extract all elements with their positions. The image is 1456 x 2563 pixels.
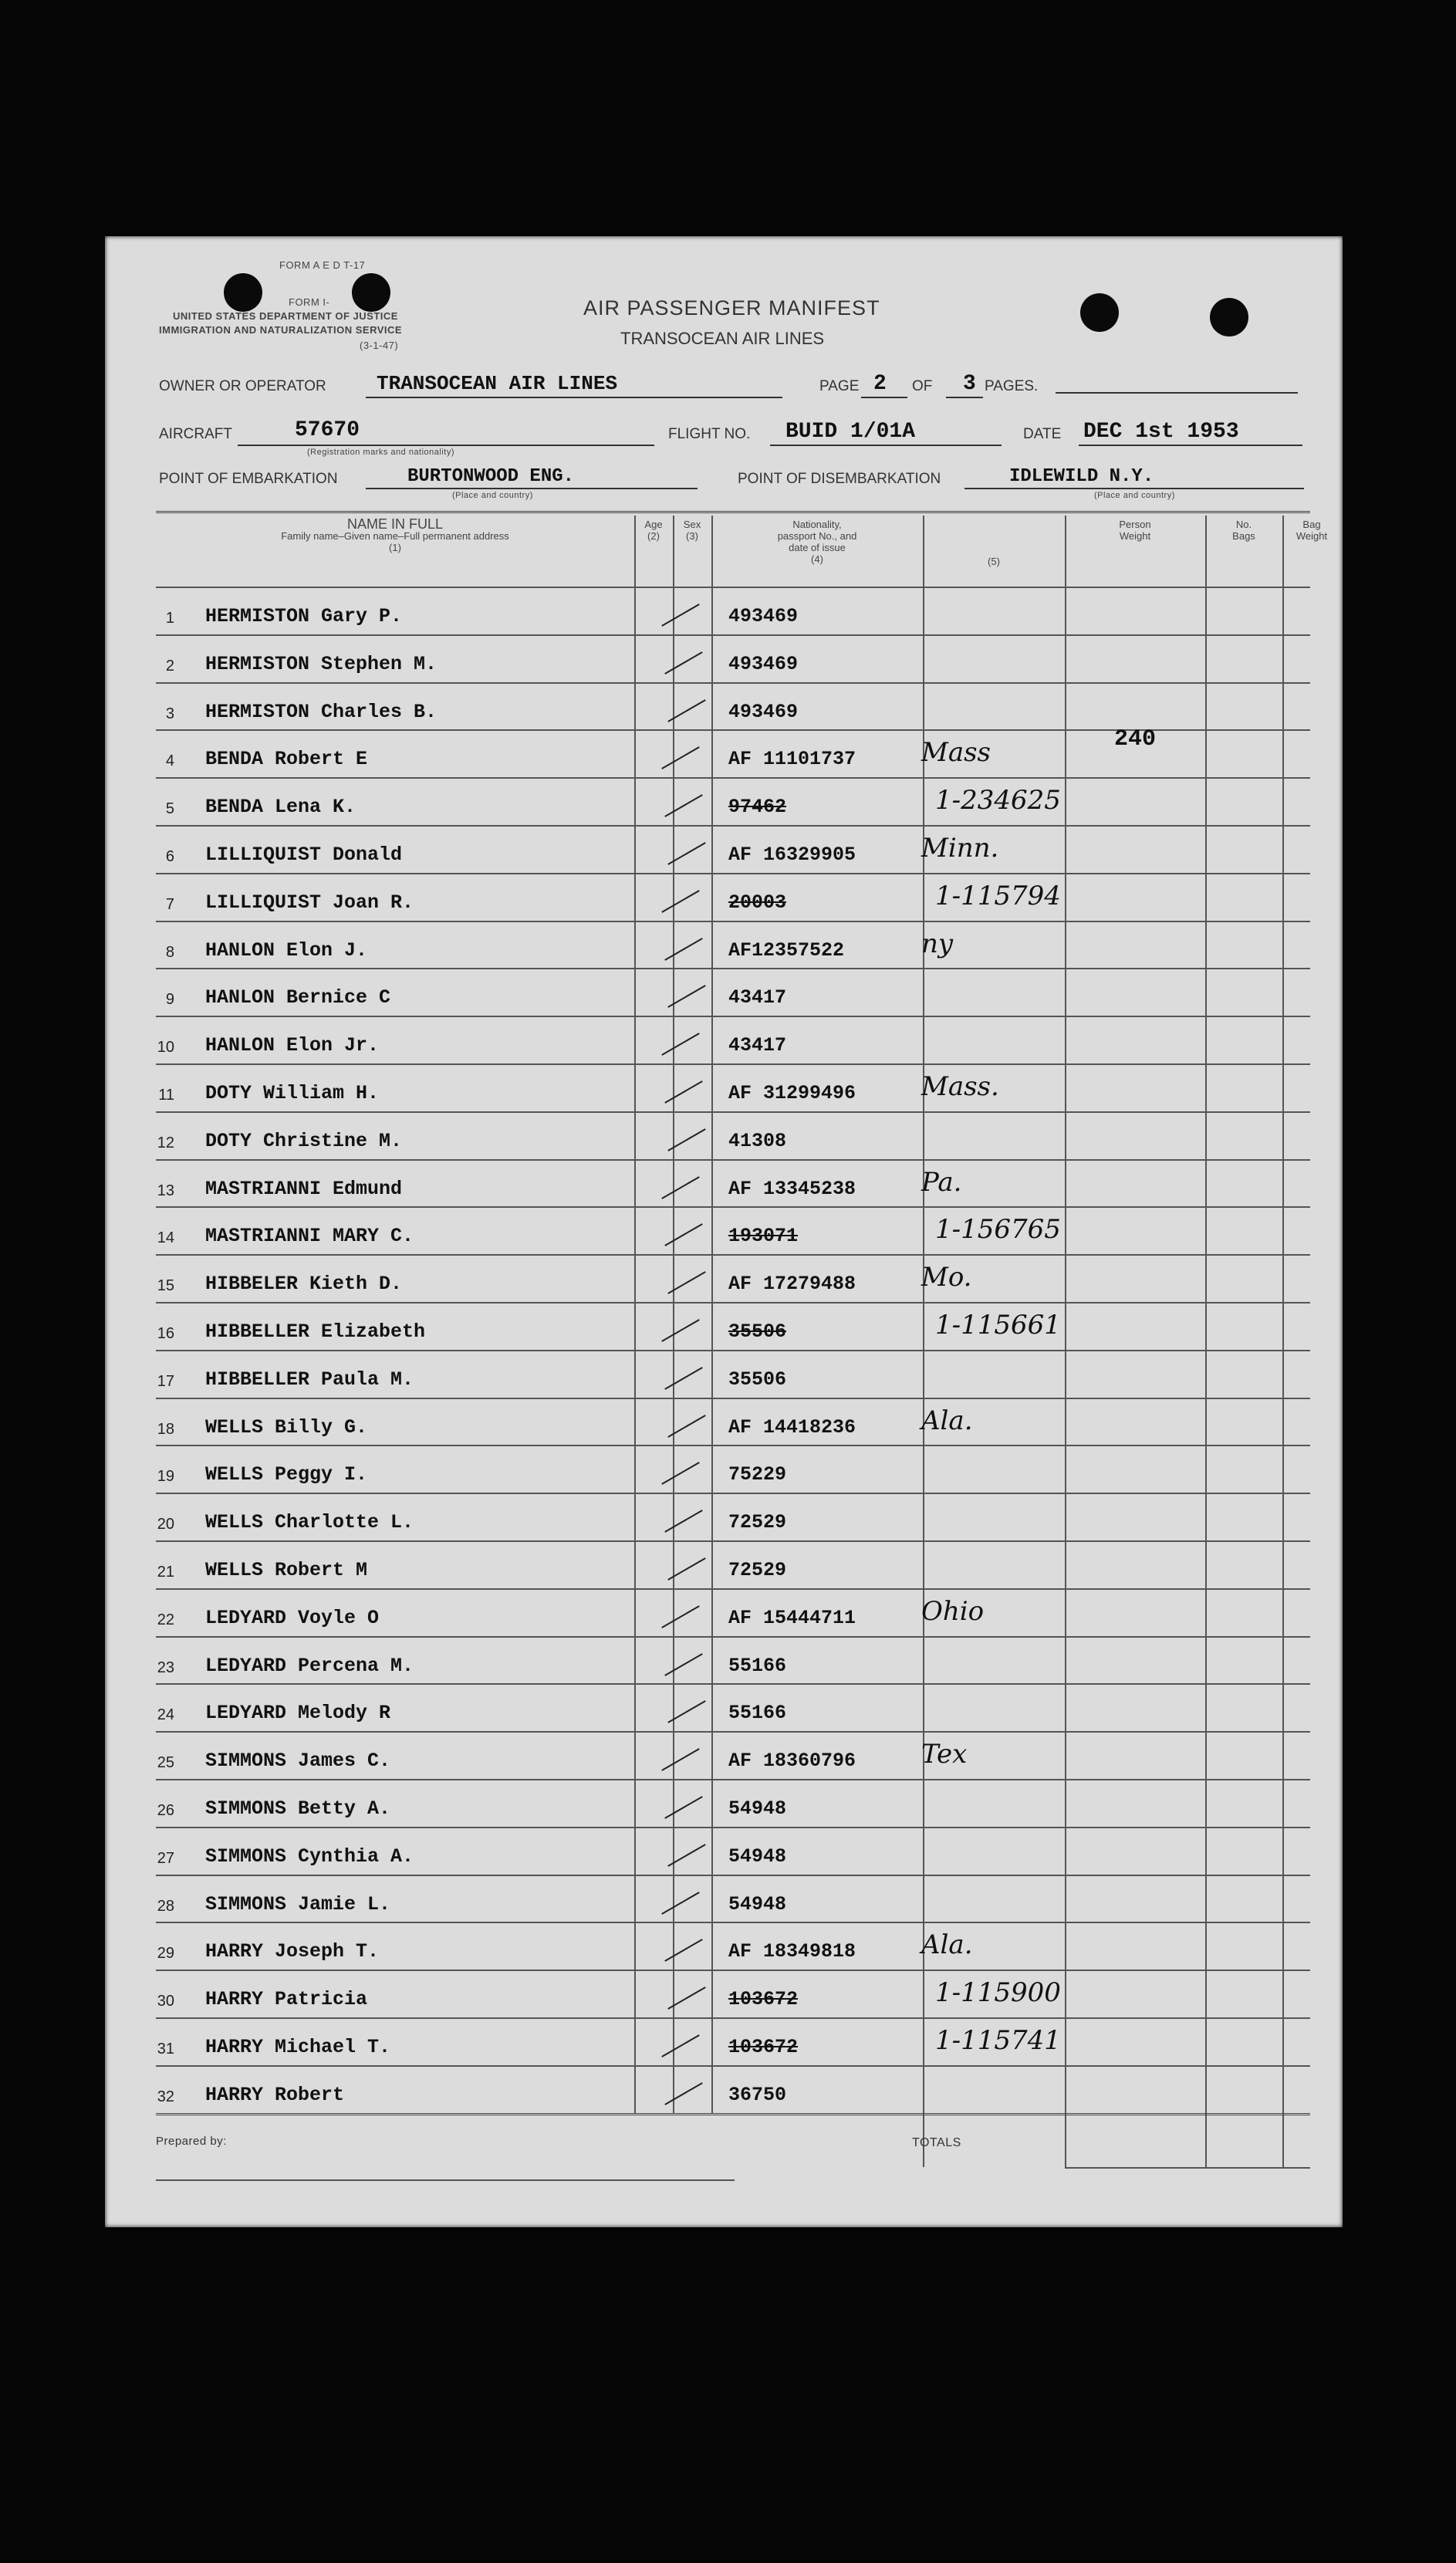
column-header-text: (4) [811, 553, 823, 565]
row-number: 14 [157, 1229, 174, 1247]
passport-number: 55166 [728, 1654, 787, 1677]
column-header [923, 556, 1065, 567]
table-row [156, 1540, 1310, 1588]
punch-hole [1080, 293, 1119, 332]
passenger-name: MASTRIANNI Edmund [205, 1177, 403, 1200]
row-number: 29 [157, 1945, 174, 1963]
sex-tick-mark [664, 938, 702, 961]
sex-tick-mark [667, 1844, 705, 1867]
passenger-name: HERMISTON Charles B. [205, 700, 437, 723]
table-row [156, 2017, 1310, 2065]
row-number: 15 [157, 1277, 174, 1295]
row-number: 18 [157, 1420, 174, 1438]
row-number: 12 [157, 1134, 174, 1151]
passport-number: AF 18360796 [728, 1750, 856, 1773]
row-number: 24 [157, 1706, 174, 1724]
embark-underline [366, 488, 698, 489]
table-row [156, 726, 1310, 777]
sex-tick-mark [661, 2034, 699, 2058]
passenger-name: WELLS Peggy I. [205, 1463, 368, 1486]
table-row [156, 777, 1310, 825]
passport-number: 54948 [728, 1892, 787, 1915]
passport-number: 43417 [728, 1034, 787, 1057]
table-row [156, 1254, 1310, 1302]
sex-tick-mark [661, 1033, 699, 1056]
handwritten-note: 1-115741 [935, 2025, 1061, 2056]
handwritten-note: Pa. [921, 1166, 962, 1198]
column-header [634, 519, 673, 542]
row-number: 8 [165, 943, 174, 961]
dept-line-1: UNITED STATES DEPARTMENT OF JUSTICE [173, 310, 398, 322]
column-header-text: Weight [1119, 530, 1151, 542]
page-underline [861, 397, 907, 398]
table-row [156, 587, 1310, 634]
disembark-value: IDLEWILD N.Y. [1009, 466, 1154, 487]
sex-tick-mark [667, 699, 705, 722]
passport-number: 72529 [728, 1511, 787, 1534]
column-header-text: Person [1119, 519, 1151, 530]
row-number: 7 [165, 895, 174, 913]
row-number: 17 [157, 1372, 174, 1390]
page-label: PAGE [819, 378, 860, 394]
passenger-name: LEDYARD Voyle O [205, 1606, 380, 1629]
row-number: 30 [157, 1993, 174, 2010]
column-header-text: date of issue [789, 542, 846, 553]
passport-number: 35506 [728, 1368, 787, 1391]
table-row [156, 1111, 1310, 1159]
passenger-name: HARRY Patricia [205, 1988, 368, 2011]
passport-number: AF 17279488 [728, 1273, 856, 1296]
passport-number: 54948 [728, 1844, 787, 1868]
column-header-text: Bags [1232, 530, 1255, 542]
table-row [156, 825, 1310, 873]
handwritten-note: Ala. [921, 1929, 973, 1961]
sex-tick-mark [661, 1462, 699, 1486]
table-row [156, 1875, 1310, 1922]
disembark-label: POINT OF DISEMBARKATION [738, 471, 941, 487]
passport-number: 493469 [728, 652, 799, 675]
handwritten-note: Ohio [921, 1595, 985, 1627]
passport-number: 75229 [728, 1463, 787, 1486]
column-header-text: Bag [1302, 519, 1321, 530]
passenger-name: HERMISTON Gary P. [205, 605, 403, 627]
sex-tick-mark [667, 1557, 705, 1581]
table-row [156, 1350, 1310, 1398]
column-header-text: (5) [988, 556, 1000, 567]
column-header-text: Sex [683, 519, 701, 530]
passenger-name: HIBBELER Kieth D. [205, 1273, 403, 1296]
sex-tick-mark [664, 794, 702, 817]
table-row [156, 873, 1310, 921]
owner-underline [366, 397, 782, 398]
passenger-name: WELLS Robert M [205, 1559, 368, 1581]
passenger-name: HANLON Elon Jr. [205, 1034, 380, 1057]
passenger-name: MASTRIANNI MARY C. [205, 1225, 414, 1248]
column-header [673, 519, 711, 542]
passport-number: AF 11101737 [728, 748, 856, 771]
sex-tick-mark [661, 890, 699, 913]
column-header-text: passport No., and [777, 530, 857, 542]
table-row [156, 1206, 1310, 1254]
sex-tick-mark [661, 604, 699, 627]
handwritten-note: 1-115661 [935, 1310, 1061, 1341]
table-row [156, 1683, 1310, 1731]
passport-number: 36750 [728, 2083, 787, 2106]
sex-tick-mark [664, 651, 702, 675]
passenger-name: WELLS Billy G. [205, 1415, 368, 1439]
flight-label: FLIGHT NO. [668, 426, 751, 442]
passport-number: 493469 [728, 605, 799, 627]
row-number: 28 [157, 1897, 174, 1915]
row-number: 19 [157, 1468, 174, 1486]
aircraft-value: 57670 [295, 418, 360, 442]
sex-tick-mark [664, 1653, 702, 1676]
column-header [1065, 519, 1205, 542]
handwritten-note: Ala. [921, 1405, 973, 1436]
passenger-name: HANLON Bernice C [205, 986, 391, 1009]
table-row [156, 634, 1310, 682]
row-number: 16 [157, 1325, 174, 1342]
passenger-name: BENDA Lena K. [205, 796, 356, 819]
form-number: FORM I- [289, 296, 330, 308]
column-header-text: Weight [1296, 530, 1328, 542]
handwritten-note: Mo. [921, 1262, 972, 1293]
row-number: 2 [165, 657, 174, 675]
table-row [156, 682, 1310, 730]
row-number: 31 [157, 2041, 174, 2058]
passport-number: 54948 [728, 1797, 787, 1820]
passport-number: AF 31299496 [728, 1082, 856, 1104]
of-underline [946, 397, 983, 398]
sex-tick-mark [667, 986, 705, 1009]
row-number: 4 [165, 752, 174, 770]
disembark-underline [964, 488, 1304, 489]
manifest-title: AIR PASSENGER MANIFEST [583, 296, 880, 320]
passenger-name: BENDA Robert E [205, 748, 368, 771]
table-row [156, 1016, 1310, 1063]
column-header-text: No. [1235, 519, 1252, 530]
handwritten-note: Minn. [921, 833, 999, 864]
sex-tick-mark [661, 1176, 699, 1199]
passenger-name: HIBBELLER Paula M. [205, 1368, 414, 1391]
passport-number: 97462 [728, 796, 787, 819]
punch-hole [352, 273, 390, 312]
passenger-name: HARRY Joseph T. [205, 1940, 380, 1963]
row-number: 27 [157, 1849, 174, 1867]
sex-tick-mark [661, 1605, 699, 1628]
of-label: OF [912, 378, 933, 394]
pages-label: PAGES. [985, 378, 1039, 394]
date-label: DATE [1023, 426, 1062, 442]
passport-number: AF12357522 [728, 938, 845, 962]
sex-tick-mark [661, 747, 699, 770]
passenger-name: DOTY Christine M. [205, 1129, 403, 1152]
page-value: 2 [873, 372, 887, 396]
row-number: 21 [157, 1564, 174, 1581]
table-row [156, 1063, 1310, 1111]
table-row [156, 1636, 1310, 1684]
column-header-text: Nationality, [792, 519, 842, 530]
table-bottom-rule [156, 2113, 1310, 2115]
passenger-name: SIMMONS Jamie L. [205, 1892, 391, 1915]
airline-name: TRANSOCEAN AIR LINES [620, 329, 825, 348]
passenger-name: HARRY Robert [205, 2083, 345, 2106]
table-row [156, 1302, 1310, 1350]
passenger-name: LILLIQUIST Donald [205, 844, 403, 866]
owner-value: TRANSOCEAN AIR LINES [377, 372, 618, 395]
dept-line-3: (3-1-47) [360, 340, 399, 351]
column-header-text: (1) [389, 542, 401, 553]
passport-number: 35506 [728, 1320, 787, 1343]
table-row [156, 1827, 1310, 1875]
passport-number: 20003 [728, 891, 787, 914]
row-number: 6 [165, 848, 174, 865]
sex-tick-mark [661, 1892, 699, 1915]
table-row [156, 1922, 1310, 1970]
prepared-by-label: Prepared by: [156, 2135, 227, 2148]
sex-tick-mark [667, 1986, 705, 2010]
column-header-text: (2) [647, 530, 660, 542]
row-number: 13 [157, 1182, 174, 1199]
handwritten-note: 1-156765 [935, 1214, 1061, 1246]
passport-number: AF 14418236 [728, 1415, 856, 1439]
handwritten-note: 1-115900 [935, 1977, 1061, 2009]
table-row [156, 1588, 1310, 1636]
row-number: 10 [157, 1039, 174, 1057]
column-header-text: NAME IN FULL [346, 516, 444, 532]
column-header-text: Family name–Given name–Full permanent address [281, 530, 509, 542]
table-top-rule [156, 511, 1310, 513]
sex-tick-mark [667, 1128, 705, 1151]
row-number: 9 [165, 991, 174, 1009]
aircraft-label: AIRCRAFT [159, 426, 232, 442]
row-number: 1 [165, 610, 174, 627]
column-header [1282, 519, 1341, 542]
embark-sublabel: (Place and country) [452, 491, 533, 500]
handwritten-note: Mass. [921, 1071, 999, 1102]
aircraft-underline [238, 445, 654, 446]
sex-tick-mark [664, 1224, 702, 1247]
column-header-text: Age [644, 519, 663, 530]
sex-tick-mark [667, 1415, 705, 1438]
table-row [156, 1779, 1310, 1827]
passenger-name: SIMMONS James C. [205, 1750, 391, 1773]
column-header-text: (3) [686, 530, 698, 542]
passenger-name: SIMMONS Cynthia A. [205, 1844, 414, 1868]
sex-tick-mark [664, 1796, 702, 1819]
punch-hole [1210, 298, 1248, 336]
passenger-name: WELLS Charlotte L. [205, 1511, 414, 1534]
passport-number: AF 15444711 [728, 1606, 856, 1629]
handwritten-note: 1-234625 [935, 785, 1061, 817]
passport-number: 193071 [728, 1225, 799, 1248]
passport-number: AF 18349818 [728, 1940, 856, 1963]
date-underline [1079, 445, 1302, 446]
sex-tick-mark [661, 1748, 699, 1771]
header-rule-right [1056, 392, 1298, 394]
passport-number: 493469 [728, 700, 799, 723]
table-row [156, 1159, 1310, 1207]
row-number: 22 [157, 1611, 174, 1628]
handwritten-note: ny [921, 928, 954, 959]
sex-tick-mark [664, 1367, 702, 1390]
prepared-by-underline [156, 2179, 735, 2181]
flight-underline [770, 445, 1002, 446]
sex-tick-mark [667, 1701, 705, 1724]
row-number: 25 [157, 1754, 174, 1772]
handwritten-note: Mass [921, 737, 991, 769]
sex-tick-mark [667, 842, 705, 865]
passport-number: AF 13345238 [728, 1177, 856, 1200]
passenger-table [156, 516, 1328, 2167]
row-number: 11 [158, 1087, 174, 1104]
passport-number: 41308 [728, 1129, 787, 1152]
handwritten-note: 1-115794 [935, 880, 1061, 911]
passenger-name: HIBBELLER Elizabeth [205, 1320, 426, 1343]
passport-number: AF 16329905 [728, 844, 856, 866]
table-row [156, 1445, 1310, 1493]
sex-tick-mark [664, 1510, 702, 1533]
table-row [156, 1398, 1310, 1445]
passport-number: 43417 [728, 986, 787, 1009]
passenger-name: LEDYARD Percena M. [205, 1654, 414, 1677]
sex-tick-mark [664, 1080, 702, 1104]
disembark-sublabel: (Place and country) [1094, 491, 1175, 500]
totals-label: TOTALS [912, 2136, 961, 2149]
row-number: 32 [157, 2088, 174, 2105]
passenger-name: HERMISTON Stephen M. [205, 652, 437, 675]
aircraft-sublabel: (Registration marks and nationality) [307, 448, 455, 457]
passport-number: 72529 [728, 1559, 787, 1581]
dept-line-2: IMMIGRATION AND NATURALIZATION SERVICE [159, 324, 403, 336]
passport-number: 103672 [728, 2036, 799, 2058]
column-header [1205, 519, 1282, 542]
of-value: 3 [963, 372, 976, 396]
table-row [156, 1970, 1310, 2017]
handwritten-note: Tex [921, 1739, 968, 1770]
sex-tick-mark [667, 1271, 705, 1294]
passport-number: 55166 [728, 1702, 787, 1725]
passenger-name: LILLIQUIST Joan R. [205, 891, 414, 914]
punch-hole [224, 273, 262, 312]
column-header [156, 516, 634, 553]
table-row [156, 921, 1310, 969]
sex-tick-mark [664, 2082, 702, 2105]
row-number: 26 [157, 1802, 174, 1819]
row-number: 3 [165, 705, 174, 722]
column-header [711, 519, 923, 565]
passenger-name: HARRY Michael T. [205, 2036, 391, 2058]
row-number: 5 [165, 800, 174, 818]
owner-label: OWNER OR OPERATOR [159, 378, 326, 394]
passenger-name: SIMMONS Betty A. [205, 1797, 391, 1820]
passport-number: 103672 [728, 1988, 799, 2011]
form-number-top: FORM A E D T-17 [279, 259, 366, 271]
embark-label: POINT OF EMBARKATION [159, 471, 338, 487]
passenger-name: LEDYARD Melody R [205, 1702, 391, 1725]
sex-tick-mark [664, 1939, 702, 1963]
manifest-page [105, 236, 1343, 2227]
passenger-name: DOTY William H. [205, 1082, 380, 1104]
passenger-name: HANLON Elon J. [205, 938, 368, 962]
row-number: 23 [157, 1659, 174, 1676]
table-row [156, 1731, 1310, 1779]
flight-value: BUID 1/01A [785, 420, 916, 444]
embark-value: BURTONWOOD ENG. [407, 466, 575, 487]
table-row [156, 2065, 1310, 2113]
date-value: DEC 1st 1953 [1083, 420, 1239, 444]
person-weight: 240 [1114, 726, 1157, 753]
totals-bottom-rule [1065, 2167, 1310, 2169]
table-row [156, 968, 1310, 1016]
table-row [156, 1493, 1310, 1540]
row-number: 20 [157, 1516, 174, 1533]
sex-tick-mark [661, 1319, 699, 1342]
